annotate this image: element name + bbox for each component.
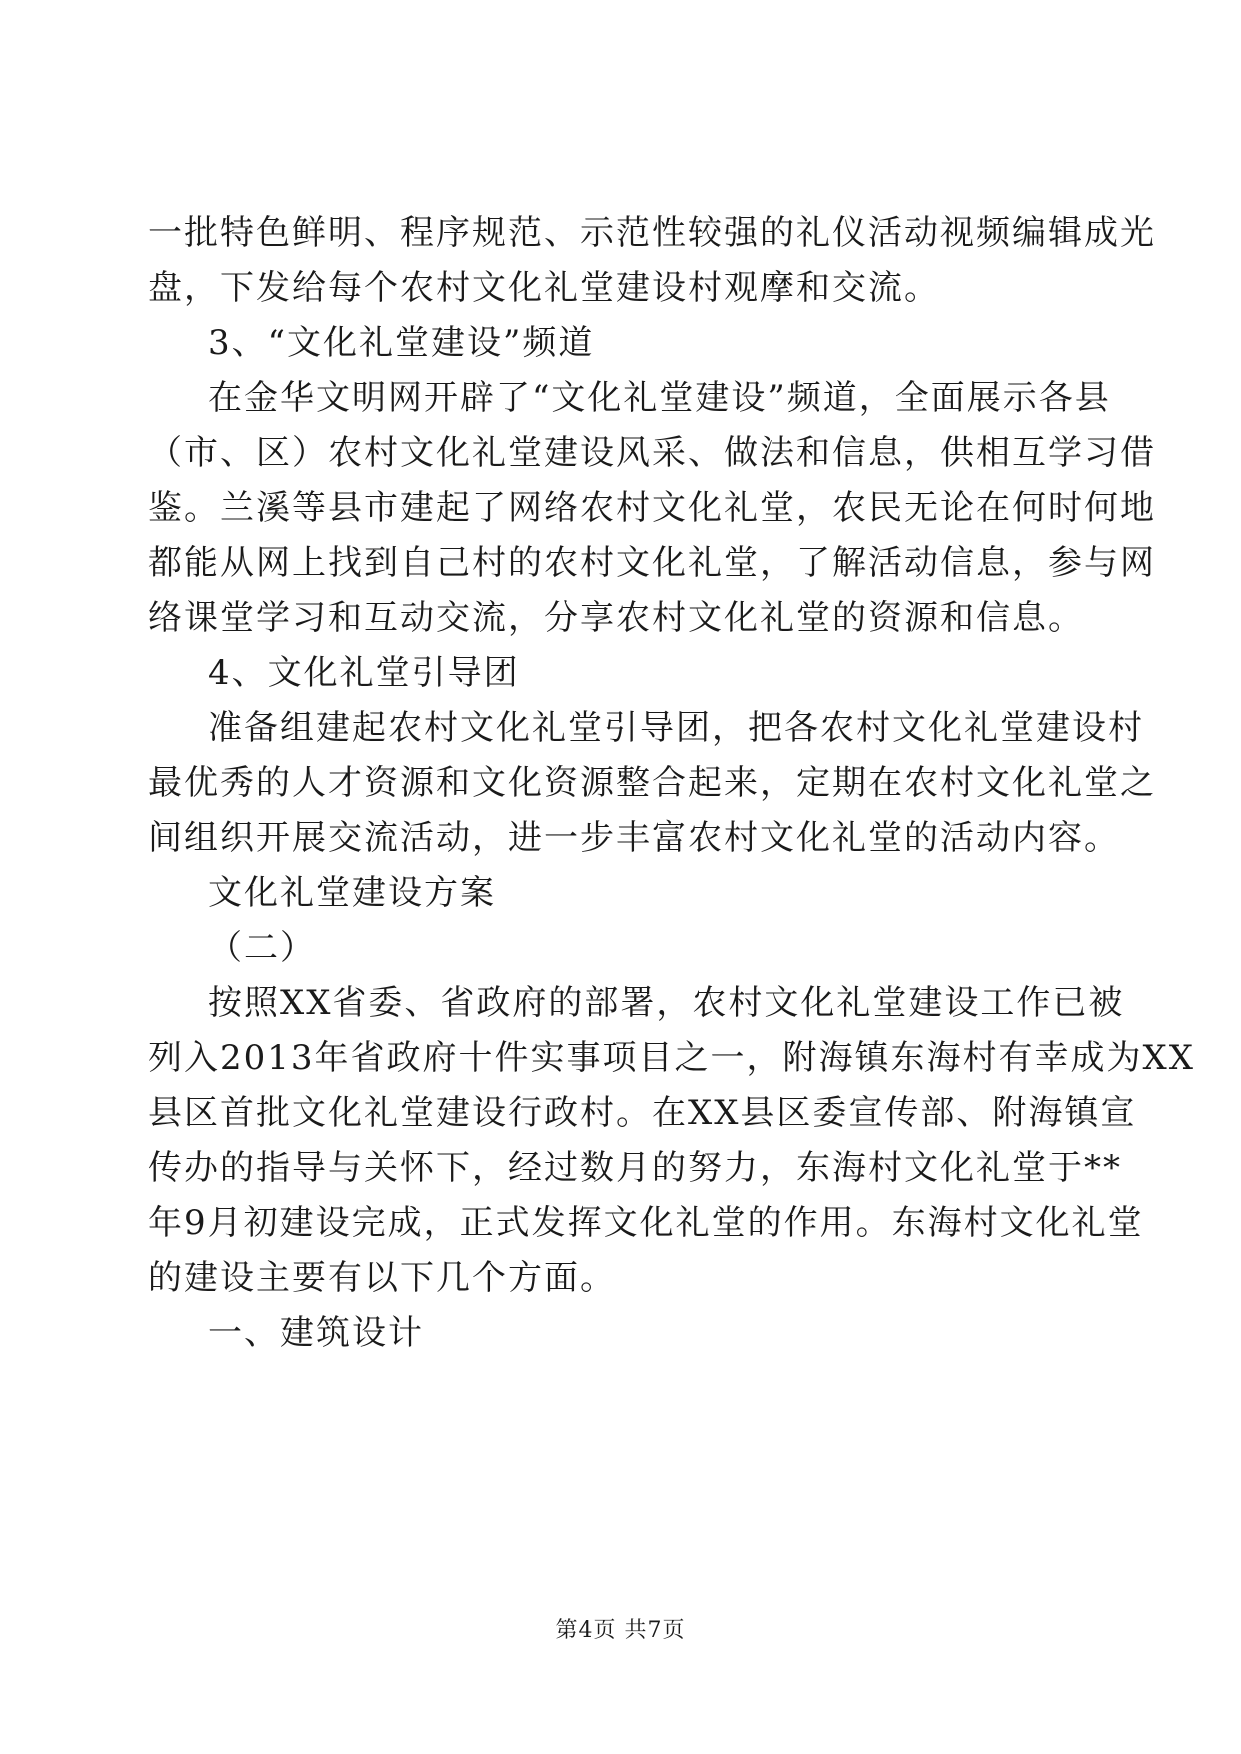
section-heading: 4、文化礼堂引导团	[208, 653, 520, 693]
text-line: 列入2013年省政府十件实事项目之一，附海镇东海村有幸成为XX	[148, 1038, 1195, 1078]
text-line: 盘，下发给每个农村文化礼堂建设村观摩和交流。	[148, 268, 940, 308]
text-line: 络课堂学习和互动交流，分享农村文化礼堂的资源和信息。	[148, 598, 1084, 638]
document-subtitle: （二）	[208, 928, 316, 968]
section-heading: 一、建筑设计	[208, 1313, 424, 1353]
document-title: 文化礼堂建设方案	[208, 873, 496, 913]
text-line: 鉴。兰溪等县市建起了网络农村文化礼堂，农民无论在何时何地	[148, 488, 1156, 528]
text-line: 在金华文明网开辟了“文化礼堂建设”频道，全面展示各县	[208, 378, 1111, 418]
text-line: 年9月初建设完成，正式发挥文化礼堂的作用。东海村文化礼堂	[148, 1203, 1144, 1243]
text-line: 传办的指导与关怀下，经过数月的努力，东海村文化礼堂于**	[148, 1148, 1122, 1188]
text-line: 间组织开展交流活动，进一步丰富农村文化礼堂的活动内容。	[148, 818, 1120, 858]
text-line: （市、区）农村文化礼堂建设风采、做法和信息，供相互学习借	[148, 433, 1156, 473]
text-line: 最优秀的人才资源和文化资源整合起来，定期在农村文化礼堂之	[148, 763, 1156, 803]
text-line: 县区首批文化礼堂建设行政村。在XX县区委宣传部、附海镇宣	[148, 1093, 1137, 1133]
text-line: 准备组建起农村文化礼堂引导团，把各农村文化礼堂建设村	[208, 708, 1144, 748]
text-line: 的建设主要有以下几个方面。	[148, 1258, 616, 1298]
text-line: 都能从网上找到自己村的农村文化礼堂，了解活动信息，参与网	[148, 543, 1156, 583]
section-heading: 3、“文化礼堂建设”频道	[208, 323, 595, 363]
page-footer: 第4页 共7页	[555, 1618, 686, 1643]
text-line: 按照XX省委、省政府的部署，农村文化礼堂建设工作已被	[208, 983, 1125, 1023]
text-line: 一批特色鲜明、程序规范、示范性较强的礼仪活动视频编辑成光	[148, 213, 1156, 253]
